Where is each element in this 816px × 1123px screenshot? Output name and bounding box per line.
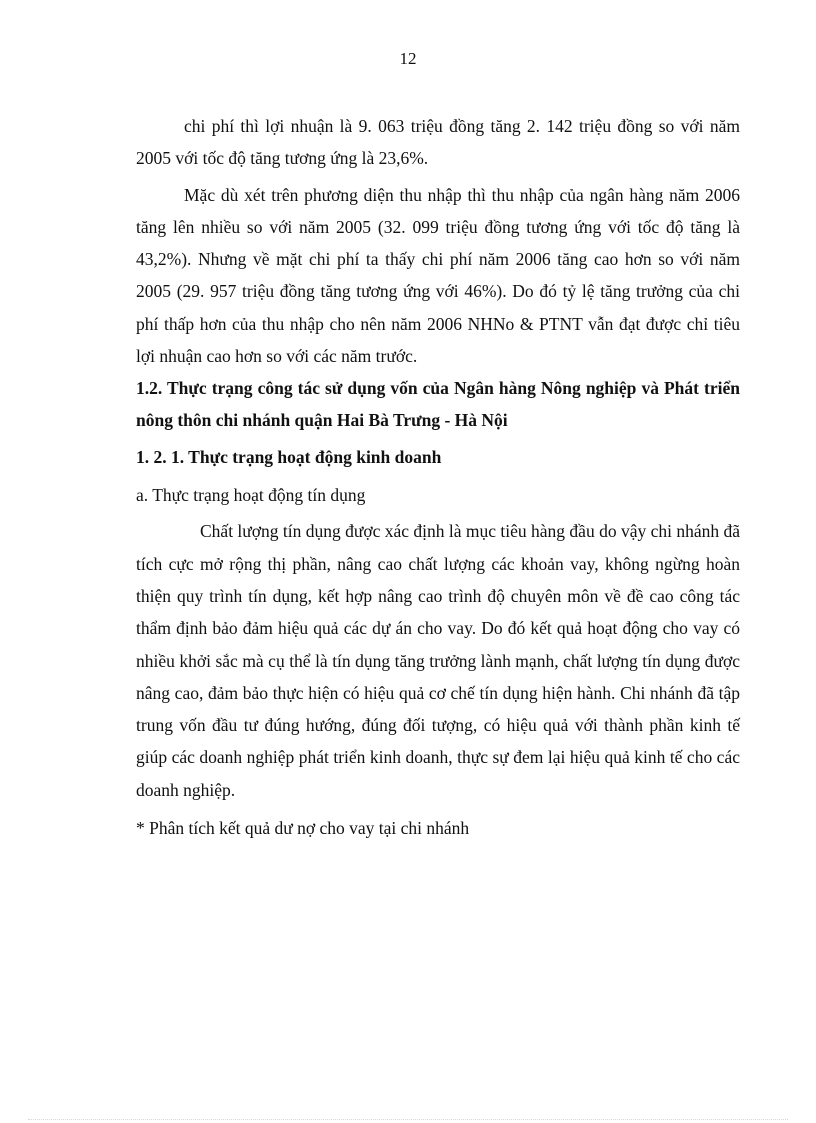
page-bottom-divider <box>28 1119 788 1120</box>
section-heading-1-2-1: 1. 2. 1. Thực trạng hoạt động kinh doanh <box>136 447 442 468</box>
section-heading-1-2: 1.2. Thực trạng công tác sử dụng vốn của Ngân hàng Nông nghiệp và Phát triển nông thôn chi nhánh quận Hai Bà Trưng - Hà Nội <box>136 378 740 431</box>
subsection-title-credit: a. Thực trạng hoạt động tín dụng <box>136 485 366 506</box>
paragraph-income-analysis: Mặc dù xét trên phương diện thu nhập thì thu nhập của ngân hàng năm 2006 tăng lên nhiều so với năm 2005 (32. 099 triệu đồng tương ứng với tốc độ tăng là 43,2%). Nhưng về mặt chi phí ta thấy chi phí năm 2006 tăng cao hơn so với năm 2005 (29. 957 triệu đồng tăng tương ứng với 46%). Do đó tỷ lệ tăng trưởng của chi phí thấp hơn của thu nhập cho nên năm 2006 NHNo & PTNT vẫn đạt được chỉ tiêu lợi nhuận cao hơn so với các năm trước. <box>136 184 740 367</box>
paragraph-profit: chi phí thì lợi nhuận là 9. 063 triệu đồng tăng 2. 142 triệu đồng so với năm 2005 với tốc độ tăng tương ứng là 23,6%. <box>136 116 740 169</box>
paragraph-credit-quality: Chất lượng tín dụng được xác định là mục tiêu hàng đầu do vậy chi nhánh đã tích cực mở rộng thị phần, nâng cao chất lượng các khoản vay, không ngừng hoàn thiện quy trình tín dụng, kết hợp nâng cao trình độ chuyên môn về đề cao công tác thẩm định bảo đảm hiệu quả các dự án cho vay. Do đó kết quả hoạt động cho vay có nhiều khởi sắc mà cụ thể là tín dụng tăng trưởng lành mạnh, chất lượng tín dụng được nâng cao, đảm bảo thực hiện có hiệu quả cơ chế tín dụng hiện hành. Chi nhánh đã tập trung vốn đầu tư đúng hướng, đúng đối tượng, có hiệu quả với thành phần kinh tế giúp các doanh nghiệp phát triển kinh doanh, thực sự đem lại hiệu quả kinh tế cho các doanh nghiệp. <box>136 521 740 800</box>
note-loan-analysis: * Phân tích kết quả dư nợ cho vay tại chi nhánh <box>136 818 470 839</box>
document-body <box>136 110 740 844</box>
page-number: 12 <box>399 49 417 68</box>
